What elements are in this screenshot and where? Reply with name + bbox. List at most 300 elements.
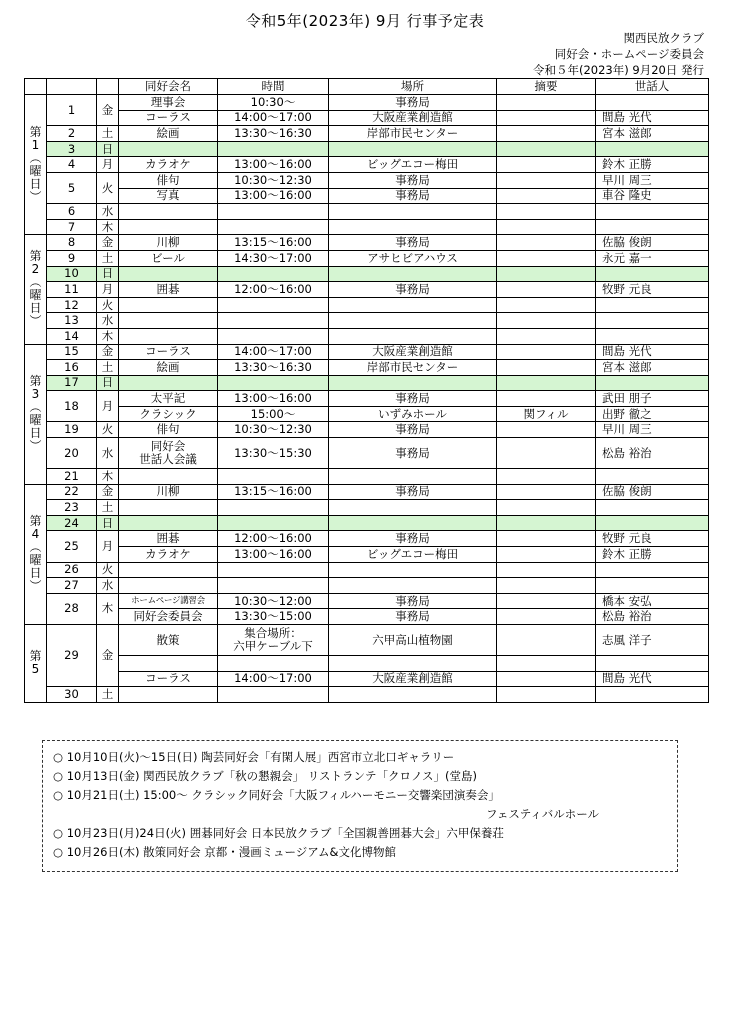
time-cell xyxy=(218,578,329,594)
day-cell: 9 xyxy=(47,250,97,266)
time-cell xyxy=(218,515,329,531)
staff-cell: 宮本 滋郎 xyxy=(596,126,709,142)
time-cell xyxy=(218,500,329,516)
club-cell: 絵画 xyxy=(119,126,218,142)
staff-cell: 佐脇 俊朗 xyxy=(596,484,709,500)
time-cell: 13:00～16:00 xyxy=(218,157,329,173)
header-note: 摘要 xyxy=(497,79,596,95)
table-row xyxy=(25,204,709,220)
weekday-cell: 火 xyxy=(97,172,119,203)
schedule-table xyxy=(24,78,709,703)
note-cell xyxy=(497,204,596,220)
table-row xyxy=(25,562,709,578)
time-cell: 12:00～16:00 xyxy=(218,531,329,547)
staff-cell xyxy=(596,562,709,578)
time-cell xyxy=(218,562,329,578)
time-cell: 13:15～16:00 xyxy=(218,484,329,500)
place-cell xyxy=(329,297,497,313)
place-cell xyxy=(329,219,497,235)
weekday-cell: 水 xyxy=(97,438,119,469)
day-cell: 15 xyxy=(47,344,97,360)
table-row xyxy=(25,266,709,282)
note-cell xyxy=(497,250,596,266)
note-cell xyxy=(497,141,596,157)
note-cell xyxy=(497,313,596,329)
club-cell xyxy=(119,313,218,329)
table-row xyxy=(25,157,709,173)
staff-cell: 橋本 安弘 xyxy=(596,593,709,609)
club-cell: クラシック xyxy=(119,406,218,422)
day-cell: 16 xyxy=(47,360,97,376)
place-cell: 事務局 xyxy=(329,531,497,547)
club-cell xyxy=(119,204,218,220)
note-cell xyxy=(497,219,596,235)
weekday-cell: 金 xyxy=(97,625,119,687)
club-cell: 囲碁 xyxy=(119,282,218,298)
day-cell: 28 xyxy=(47,593,97,624)
note-cell xyxy=(497,422,596,438)
club-cell xyxy=(119,297,218,313)
place-cell xyxy=(329,656,497,672)
place-cell xyxy=(329,469,497,485)
weekday-cell: 土 xyxy=(97,360,119,376)
note-cell xyxy=(497,500,596,516)
day-cell: 14 xyxy=(47,328,97,344)
note-cell xyxy=(497,328,596,344)
time-cell xyxy=(218,656,329,672)
club-cell xyxy=(119,562,218,578)
time-cell: 13:30～16:30 xyxy=(218,126,329,142)
staff-cell: 早川 周三 xyxy=(596,422,709,438)
staff-cell: 永元 嘉一 xyxy=(596,250,709,266)
note-cell xyxy=(497,609,596,625)
place-cell xyxy=(329,578,497,594)
time-cell xyxy=(218,297,329,313)
staff-cell: 牧野 元良 xyxy=(596,531,709,547)
note-cell xyxy=(497,469,596,485)
day-cell: 21 xyxy=(47,469,97,485)
day-cell: 20 xyxy=(47,438,97,469)
day-cell: 18 xyxy=(47,391,97,422)
time-cell: 13:15～16:00 xyxy=(218,235,329,251)
place-cell: ビッグエコー梅田 xyxy=(329,547,497,563)
club-cell: カラオケ xyxy=(119,157,218,173)
note-cell xyxy=(497,344,596,360)
place-cell: 六甲高山植物園 xyxy=(329,625,497,656)
place-cell: 事務局 xyxy=(329,609,497,625)
club-cell xyxy=(119,375,218,391)
place-cell: 事務局 xyxy=(329,282,497,298)
day-cell: 13 xyxy=(47,313,97,329)
day-cell: 25 xyxy=(47,531,97,562)
table-row xyxy=(25,391,709,407)
staff-cell: 車谷 隆史 xyxy=(596,188,709,204)
table-row xyxy=(25,438,709,469)
weekday-cell: 火 xyxy=(97,297,119,313)
club-cell xyxy=(119,219,218,235)
club-cell: 川柳 xyxy=(119,235,218,251)
staff-cell xyxy=(596,95,709,111)
weekday-cell: 金 xyxy=(97,484,119,500)
table-row xyxy=(25,547,709,563)
staff-cell: 鈴木 正勝 xyxy=(596,157,709,173)
staff-cell xyxy=(596,469,709,485)
day-cell: 22 xyxy=(47,484,97,500)
weekday-cell: 月 xyxy=(97,391,119,422)
club-cell: 川柳 xyxy=(119,484,218,500)
time-cell xyxy=(218,266,329,282)
note-cell xyxy=(497,282,596,298)
place-cell: 事務局 xyxy=(329,422,497,438)
header-time: 時間 xyxy=(218,79,329,95)
time-cell xyxy=(218,328,329,344)
place-cell xyxy=(329,515,497,531)
club-cell: 絵画 xyxy=(119,360,218,376)
table-row xyxy=(25,625,709,656)
club-cell: 理事会 xyxy=(119,95,218,111)
day-cell: 4 xyxy=(47,157,97,173)
weekday-cell: 月 xyxy=(97,282,119,298)
table-row xyxy=(25,375,709,391)
weekday-cell: 水 xyxy=(97,204,119,220)
staff-cell xyxy=(596,328,709,344)
table-row xyxy=(25,328,709,344)
note-cell xyxy=(497,235,596,251)
day-cell: 3 xyxy=(47,141,97,157)
table-row xyxy=(25,609,709,625)
table-row xyxy=(25,250,709,266)
note-cell xyxy=(497,157,596,173)
committee-name: 同好会・ホームページ委員会 xyxy=(554,47,704,61)
club-cell: 散策 xyxy=(119,625,218,656)
staff-cell xyxy=(596,500,709,516)
club-cell: ホームページ講習会 xyxy=(119,593,218,609)
table-row xyxy=(25,422,709,438)
note-cell xyxy=(497,484,596,500)
club-cell: 俳句 xyxy=(119,172,218,188)
time-cell: 10:30～ xyxy=(218,95,329,111)
staff-cell xyxy=(596,656,709,672)
place-cell xyxy=(329,500,497,516)
place-cell: 事務局 xyxy=(329,188,497,204)
staff-cell: 志風 洋子 xyxy=(596,625,709,656)
day-cell: 6 xyxy=(47,204,97,220)
club-cell: 写真 xyxy=(119,188,218,204)
staff-cell: 間島 光代 xyxy=(596,344,709,360)
club-cell: 同好会 世話人会議 xyxy=(119,438,218,469)
place-cell: 大阪産業創造館 xyxy=(329,344,497,360)
table-row xyxy=(25,593,709,609)
staff-cell xyxy=(596,219,709,235)
header-weekday xyxy=(97,79,119,95)
note-cell xyxy=(497,110,596,126)
weekday-cell: 水 xyxy=(97,313,119,329)
day-cell: 2 xyxy=(47,126,97,142)
table-row xyxy=(25,500,709,516)
club-cell: 太平記 xyxy=(119,391,218,407)
place-cell: 事務局 xyxy=(329,438,497,469)
time-cell: 10:30～12:30 xyxy=(218,172,329,188)
table-row xyxy=(25,110,709,126)
header-week xyxy=(25,79,47,95)
note-cell xyxy=(497,671,596,687)
weekday-cell: 日 xyxy=(97,141,119,157)
staff-cell: 出野 徹之 xyxy=(596,406,709,422)
table-row xyxy=(25,188,709,204)
note-cell xyxy=(497,172,596,188)
weekday-cell: 金 xyxy=(97,235,119,251)
week-label: 第 5 xyxy=(25,625,47,703)
weekday-cell: 土 xyxy=(97,250,119,266)
place-cell xyxy=(329,375,497,391)
place-cell: アサヒビアハウス xyxy=(329,250,497,266)
table-row xyxy=(25,469,709,485)
table-row xyxy=(25,282,709,298)
staff-cell xyxy=(596,313,709,329)
club-cell xyxy=(119,687,218,703)
table-row xyxy=(25,531,709,547)
time-cell xyxy=(218,141,329,157)
week-label: 第 3 ︵ 曜 日 ︶ xyxy=(25,344,47,484)
place-cell: 事務局 xyxy=(329,391,497,407)
weekday-cell: 金 xyxy=(97,344,119,360)
place-cell: 大阪産業創造館 xyxy=(329,110,497,126)
weekday-cell: 木 xyxy=(97,469,119,485)
club-cell: コーラス xyxy=(119,671,218,687)
note-item: ○ 10月13日(金) 関西民放クラブ「秋の懇親会」 リストランテ「クロノス」(堂島) xyxy=(53,769,478,783)
header-day xyxy=(47,79,97,95)
time-cell: 10:30～12:30 xyxy=(218,422,329,438)
note-item: ○ 10月10日(火)～15日(日) 陶芸同好会「有閑人展」西宮市立北口ギャラリー xyxy=(53,750,455,764)
day-cell: 29 xyxy=(47,625,97,687)
place-cell: 事務局 xyxy=(329,593,497,609)
table-row xyxy=(25,297,709,313)
table-row xyxy=(25,687,709,703)
time-cell: 14:30～17:00 xyxy=(218,250,329,266)
weekday-cell: 日 xyxy=(97,375,119,391)
club-cell: コーラス xyxy=(119,110,218,126)
table-row xyxy=(25,95,709,111)
place-cell xyxy=(329,562,497,578)
time-cell: 14:00～17:00 xyxy=(218,671,329,687)
time-cell xyxy=(218,375,329,391)
table-row xyxy=(25,172,709,188)
time-cell: 集合場所： 六甲ケーブル下 xyxy=(218,625,329,656)
club-cell xyxy=(119,469,218,485)
weekday-cell: 木 xyxy=(97,219,119,235)
staff-cell xyxy=(596,141,709,157)
club-cell xyxy=(119,515,218,531)
table-row xyxy=(25,578,709,594)
table-row xyxy=(25,344,709,360)
time-cell: 13:30～16:30 xyxy=(218,360,329,376)
weekday-cell: 火 xyxy=(97,562,119,578)
staff-cell: 間島 光代 xyxy=(596,671,709,687)
note-cell xyxy=(497,656,596,672)
time-cell: 12:00～16:00 xyxy=(218,282,329,298)
day-cell: 26 xyxy=(47,562,97,578)
day-cell: 7 xyxy=(47,219,97,235)
club-cell: 俳句 xyxy=(119,422,218,438)
day-cell: 11 xyxy=(47,282,97,298)
note-cell xyxy=(497,515,596,531)
time-cell: 13:30～15:30 xyxy=(218,438,329,469)
day-cell: 8 xyxy=(47,235,97,251)
place-cell xyxy=(329,687,497,703)
place-cell: 事務局 xyxy=(329,484,497,500)
place-cell xyxy=(329,313,497,329)
header-club: 同好会名 xyxy=(119,79,218,95)
time-cell: 10:30～12:00 xyxy=(218,593,329,609)
week-label: 第 4 ︵ 曜 日 ︶ xyxy=(25,484,47,624)
time-cell xyxy=(218,687,329,703)
club-cell: コーラス xyxy=(119,344,218,360)
note-cell xyxy=(497,625,596,656)
table-row xyxy=(25,671,709,687)
place-cell xyxy=(329,328,497,344)
schedule-body xyxy=(25,95,709,703)
note-cell xyxy=(497,360,596,376)
club-cell xyxy=(119,656,218,672)
place-cell xyxy=(329,141,497,157)
club-cell xyxy=(119,141,218,157)
place-cell: ビッグエコー梅田 xyxy=(329,157,497,173)
table-row xyxy=(25,656,709,672)
staff-cell xyxy=(596,266,709,282)
table-row xyxy=(25,235,709,251)
staff-cell: 牧野 元良 xyxy=(596,282,709,298)
issue-date: 令和５年(2023年) 9月20日 発行 xyxy=(533,63,704,77)
staff-cell: 早川 周三 xyxy=(596,172,709,188)
weekday-cell: 水 xyxy=(97,578,119,594)
note-cell xyxy=(497,126,596,142)
note-cell xyxy=(497,687,596,703)
weekday-cell: 土 xyxy=(97,500,119,516)
upcoming-events-box xyxy=(42,740,678,872)
club-cell: ビール xyxy=(119,250,218,266)
table-row xyxy=(25,313,709,329)
club-cell xyxy=(119,500,218,516)
day-cell: 30 xyxy=(47,687,97,703)
note-cell xyxy=(497,578,596,594)
staff-cell xyxy=(596,297,709,313)
place-cell: 大阪産業創造館 xyxy=(329,671,497,687)
place-cell: 事務局 xyxy=(329,172,497,188)
club-cell xyxy=(119,266,218,282)
day-cell: 12 xyxy=(47,297,97,313)
club-cell xyxy=(119,578,218,594)
staff-cell xyxy=(596,515,709,531)
note-item: ○ 10月21日(土) 15:00～ クラシック同好会「大阪フィルハーモニー交響楽団演奏会」 xyxy=(53,788,500,802)
club-cell: 囲碁 xyxy=(119,531,218,547)
note-item: ○ 10月23日(月)24日(火) 囲碁同好会 日本民放クラブ「全国親善囲碁大会」六甲保養荘 xyxy=(53,826,504,840)
table-header-row xyxy=(25,79,709,95)
weekday-cell: 日 xyxy=(97,515,119,531)
weekday-cell: 月 xyxy=(97,531,119,562)
header-staff: 世話人 xyxy=(596,79,709,95)
staff-cell xyxy=(596,578,709,594)
day-cell: 5 xyxy=(47,172,97,203)
staff-cell xyxy=(596,204,709,220)
note-cell: 関フィル xyxy=(497,406,596,422)
weekday-cell: 木 xyxy=(97,593,119,624)
time-cell xyxy=(218,204,329,220)
time-cell xyxy=(218,219,329,235)
note-cell xyxy=(497,547,596,563)
table-row xyxy=(25,484,709,500)
day-cell: 17 xyxy=(47,375,97,391)
time-cell: 14:00～17:00 xyxy=(218,344,329,360)
note-cell xyxy=(497,391,596,407)
organization-name: 関西民放クラブ xyxy=(623,31,704,45)
note-item: ○ 10月26日(木) 散策同好会 京都・漫画ミュージアム&文化博物館 xyxy=(53,845,396,859)
time-cell: 13:00～16:00 xyxy=(218,188,329,204)
place-cell: 岸部市民センター xyxy=(329,360,497,376)
time-cell xyxy=(218,469,329,485)
place-cell xyxy=(329,266,497,282)
note-cell xyxy=(497,297,596,313)
place-cell: いずみホール xyxy=(329,406,497,422)
note-cell xyxy=(497,531,596,547)
weekday-cell: 金 xyxy=(97,95,119,126)
weekday-cell: 土 xyxy=(97,126,119,142)
club-cell: 同好会委員会 xyxy=(119,609,218,625)
time-cell: 13:30～15:00 xyxy=(218,609,329,625)
table-row xyxy=(25,219,709,235)
week-label: 第 2 ︵ 曜 日 ︶ xyxy=(25,235,47,344)
day-cell: 24 xyxy=(47,515,97,531)
header-place: 場所 xyxy=(329,79,497,95)
weekday-cell: 土 xyxy=(97,687,119,703)
place-cell: 事務局 xyxy=(329,95,497,111)
note-cell xyxy=(497,266,596,282)
staff-cell: 鈴木 正勝 xyxy=(596,547,709,563)
staff-cell: 佐脇 俊朗 xyxy=(596,235,709,251)
time-cell: 13:00～16:00 xyxy=(218,547,329,563)
table-row xyxy=(25,515,709,531)
note-cell xyxy=(497,438,596,469)
weekday-cell: 火 xyxy=(97,422,119,438)
place-cell: 事務局 xyxy=(329,235,497,251)
note-cell xyxy=(497,593,596,609)
staff-cell xyxy=(596,687,709,703)
day-cell: 27 xyxy=(47,578,97,594)
day-cell: 23 xyxy=(47,500,97,516)
weekday-cell: 木 xyxy=(97,328,119,344)
table-row xyxy=(25,126,709,142)
day-cell: 1 xyxy=(47,95,97,126)
time-cell: 14:00～17:00 xyxy=(218,110,329,126)
note-cell xyxy=(497,375,596,391)
staff-cell: 武田 朋子 xyxy=(596,391,709,407)
day-cell: 19 xyxy=(47,422,97,438)
time-cell: 13:00～16:00 xyxy=(218,391,329,407)
note-item-continued: フェスティバルホール xyxy=(486,807,600,821)
staff-cell: 松島 裕治 xyxy=(596,609,709,625)
time-cell: 15:00～ xyxy=(218,406,329,422)
note-cell xyxy=(497,95,596,111)
table-row xyxy=(25,406,709,422)
time-cell xyxy=(218,313,329,329)
table-row xyxy=(25,141,709,157)
staff-cell: 松島 裕治 xyxy=(596,438,709,469)
page-title: 令和5年(2023年) 9月 行事予定表 xyxy=(245,12,485,30)
staff-cell: 間島 光代 xyxy=(596,110,709,126)
club-cell: カラオケ xyxy=(119,547,218,563)
week-label: 第 1 ︵ 曜 日 ︶ xyxy=(25,95,47,235)
weekday-cell: 日 xyxy=(97,266,119,282)
note-cell xyxy=(497,562,596,578)
